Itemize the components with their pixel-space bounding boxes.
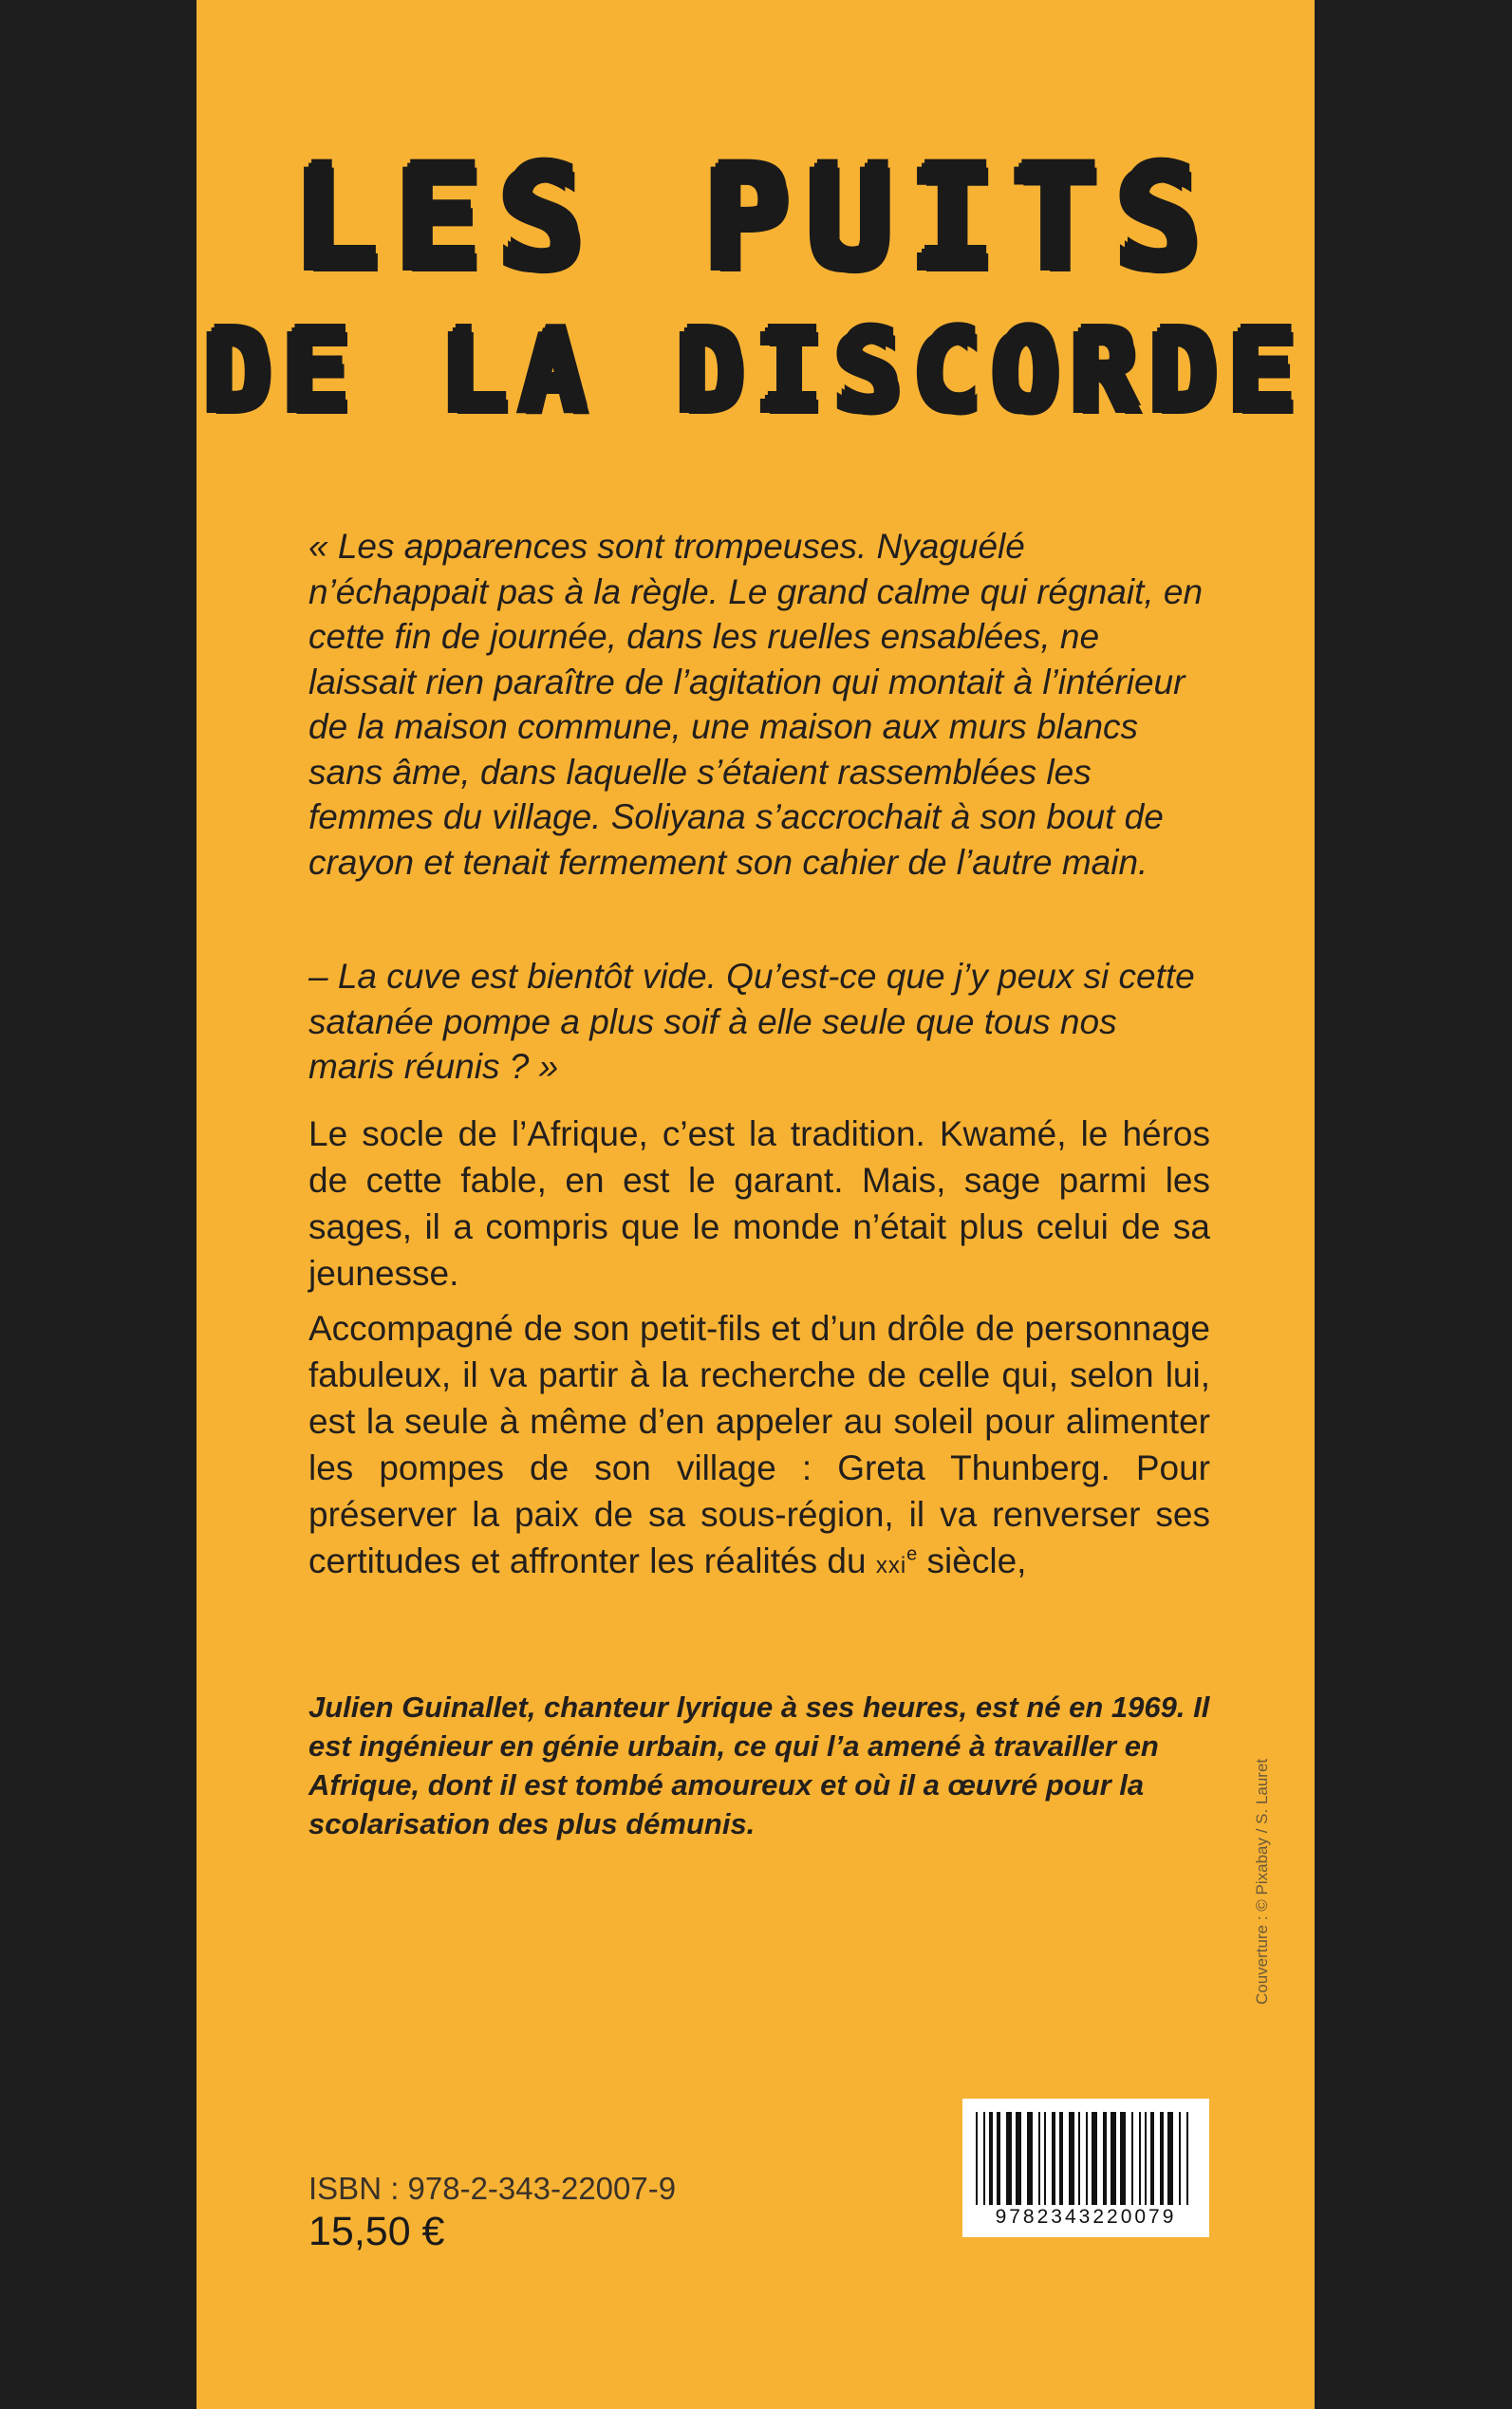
- title-line-2: DE LA DISCORDE: [203, 305, 1308, 436]
- barcode: [962, 2099, 1209, 2237]
- title-line-1: LES PUITS: [292, 136, 1219, 301]
- barcode-bars: [976, 2112, 1196, 2205]
- barcode-number: 9782343220079: [995, 2206, 1177, 2228]
- summary-paragraph-2: [308, 1305, 1210, 1589]
- century-roman: xxi: [875, 1553, 907, 1578]
- summary-paragraph-2-end: siècle,: [917, 1541, 1027, 1580]
- cover-credit: Couverture : © Pixabay / S. Lauret: [1253, 1758, 1271, 2005]
- back-cover: [196, 0, 1315, 2409]
- author-bio: Julien Guinallet, chanteur lyrique à ses heures, est né en 1969. Il est ingénieur en génie urbain, ce qui l’a amené à travailler en Afrique, dont il est tombé amoureux et où il a œuvré pour la scolarisation des plus démunis.: [308, 1690, 1210, 1840]
- excerpt-paragraph-1: « Les apparences sont trompeuses. Nyaguélé n’échappait pas à la règle. Le grand calme qui régnait, en cette fin de journée, dans les ruelles ensablées, ne laissait rien paraître de l’agitation qui montait à l’intérieur de la maison commune, une maison aux murs blancs sans âme, dans laquelle s’étaient rassemblées les femmes du village. Soliyana s’accrochait à son bout de crayon et tenait fermement son cahier de l’autre main.: [308, 527, 1204, 882]
- summary-paragraph-2-text: Accompagné de son petit-fils et d’un drôle de personnage fabuleux, il va partir à la recherche de celle qui, selon lui, est la seule à même d’en appeler au soleil pour alimenter les pompes de son village : Greta Thunberg. Pour préserver la paix de sa sous-région, il va renverser ses certitudes et affronter les réalités du: [308, 1309, 1210, 1580]
- summary-paragraph-1: Le socle de l’Afrique, c’est la tradition. Kwamé, le héros de cette fable, en est le garant. Mais, sage parmi les sages, il a compris que le monde n’était plus celui de sa jeunesse.: [308, 1114, 1210, 1293]
- excerpt-paragraph-2: – La cuve est bientôt vide. Qu’est-ce que j’y peux si cette satanée pompe a plus soif à elle seule que tous nos maris réunis ? »: [308, 957, 1195, 1086]
- price: 15,50 €: [308, 2209, 445, 2254]
- isbn: ISBN : 978-2-343-22007-9: [308, 2171, 677, 2206]
- century-suffix: e: [906, 1543, 918, 1565]
